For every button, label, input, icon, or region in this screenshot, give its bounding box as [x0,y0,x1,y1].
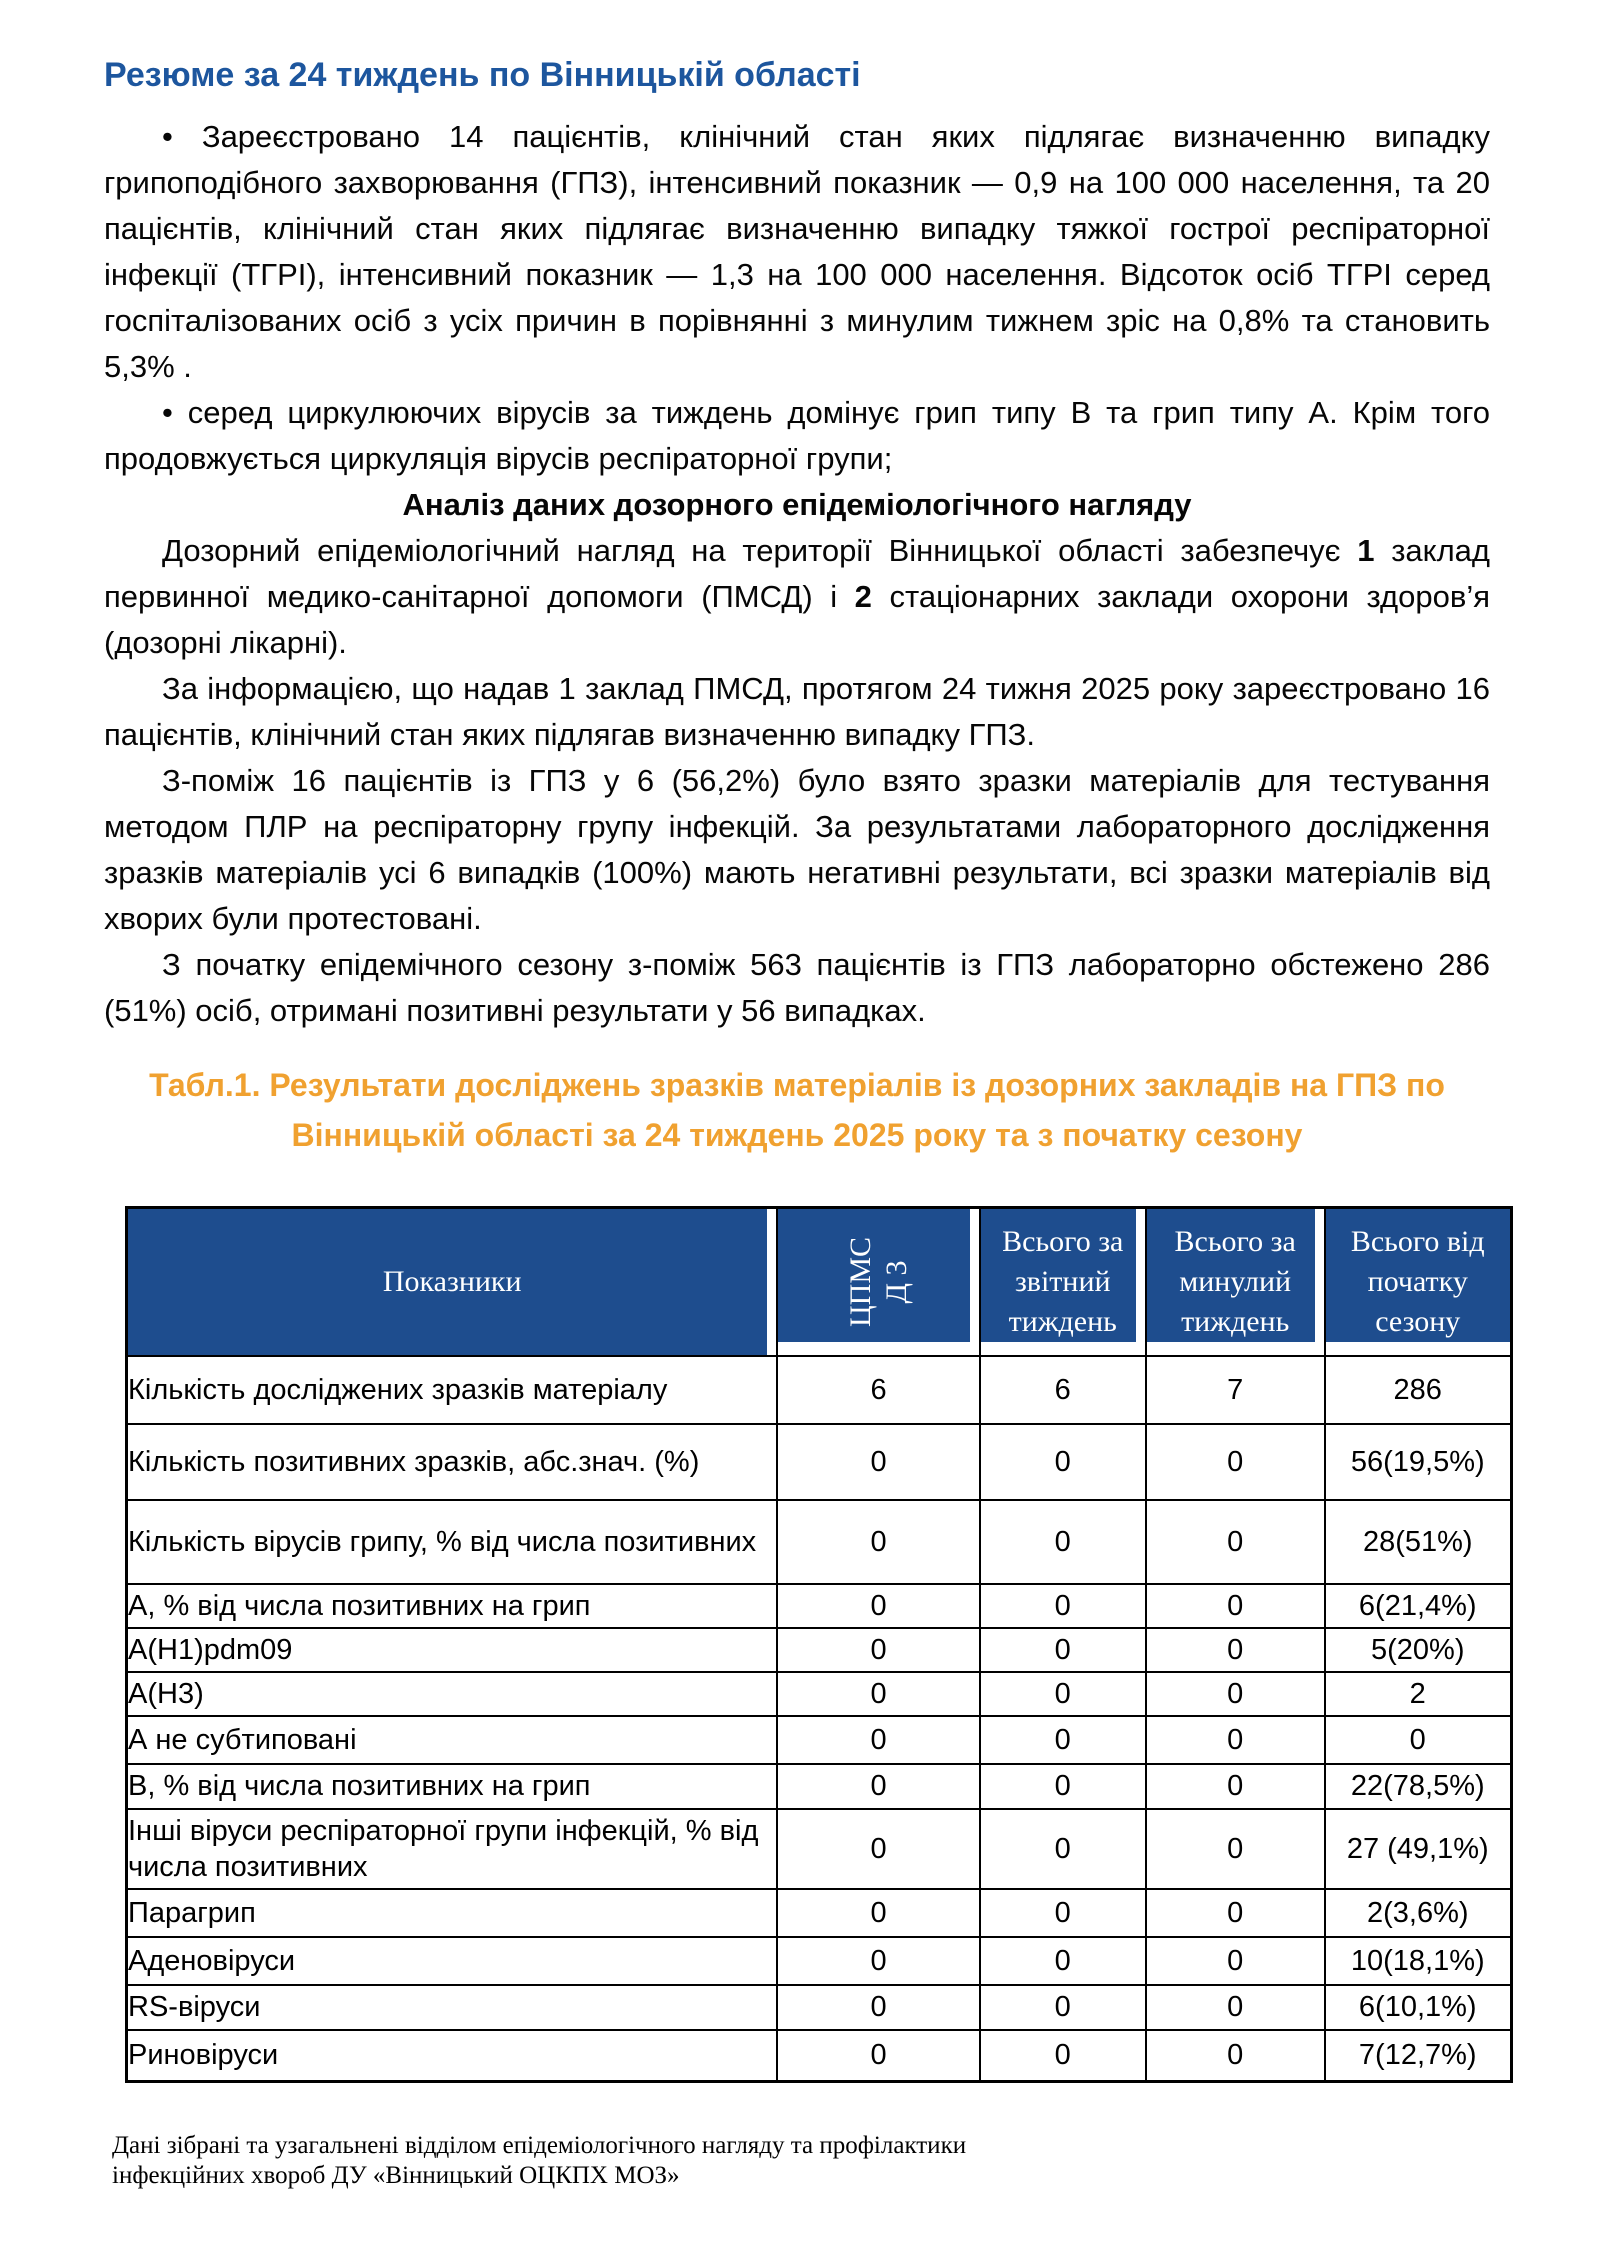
table-row [127,1809,1512,1889]
cell-value: 6(21,4%) [1325,1584,1512,1628]
cell-value: 0 [980,1628,1146,1672]
table-row [127,1356,1512,1424]
table-row [127,1764,1512,1809]
cell-value: 10(18,1%) [1325,1937,1512,1985]
cell-value: 0 [777,1937,979,1985]
header-previous-week: Всього за минулий тиждень [1146,1208,1325,1356]
facilities-count-pmsd: 1 [1357,533,1375,568]
cell-value: 22(78,5%) [1325,1764,1512,1809]
row-label: Парагрип [127,1889,778,1937]
cell-value: 0 [1146,1764,1325,1809]
header-reporting-week: Всього за звітний тиждень [980,1208,1146,1356]
table-row [127,1628,1512,1672]
table-row [127,1424,1512,1500]
header-indicators: Показники [127,1208,778,1356]
table-row [127,1672,1512,1716]
cell-value: 0 [777,1424,979,1500]
cell-value: 0 [1325,1716,1512,1764]
cell-value: 0 [1146,1985,1325,2030]
cell-value: 28(51%) [1325,1500,1512,1584]
cell-value: 0 [980,1584,1146,1628]
cell-value: 0 [980,1672,1146,1716]
cell-value: 0 [777,1584,979,1628]
cell-value: 0 [1146,1672,1325,1716]
bullet-icon: • [162,395,173,430]
table-row [127,1716,1512,1764]
row-label: Кількість досліджених зразків матеріалу [127,1356,778,1424]
cell-value: 0 [1146,1937,1325,1985]
paragraph-text: серед циркулюючих вірусів за тиждень домінує грип типу В та грип типу А. Крім того продовжується циркуляція вірусів респіраторної групи; [104,395,1490,476]
row-label: RS-віруси [127,1985,778,2030]
bullet-icon: • [162,119,173,154]
footnote-line2: інфекційних хвороб ДУ «Вінницький ОЦКПХ МОЗ» [112,2162,680,2189]
row-label: А, % від числа позитивних на грип [127,1584,778,1628]
results-table-container [125,1206,1513,2083]
cell-value: 2(3,6%) [1325,1889,1512,1937]
results-table [125,1206,1513,2083]
footnote-line1: Дані зібрані та узагальнені відділом епідеміологічного нагляду та профілактики [112,2132,967,2159]
cell-value: 0 [980,2030,1146,2082]
table-caption-line1: Табл.1. Результати досліджень зразків матеріалів із дозорних закладів на ГПЗ по [149,1067,1445,1103]
table-row [127,1584,1512,1628]
paragraph-season-totals: З початку епідемічного сезону з-поміж 563 пацієнтів із ГПЗ лабораторно обстежено 286 (51%) осіб, отримані позитивні результати у 56 випадках. [104,947,1490,1028]
cell-value: 6 [777,1356,979,1424]
row-label: Інші віруси респіраторної групи інфекцій, % від числа позитивних [127,1809,778,1889]
cell-value: 0 [777,1628,979,1672]
cell-value: 7(12,7%) [1325,2030,1512,2082]
paragraph-text: заклад первинної медико-санітарної допомоги (ПМСД) і [104,533,1490,614]
cell-value: 0 [980,1764,1146,1809]
cell-value: 0 [777,1500,979,1584]
cell-value: 7 [1146,1356,1325,1424]
cell-value: 0 [1146,1809,1325,1889]
cell-value: 0 [777,1672,979,1716]
row-label: Кількість позитивних зразків, абс.знач. (%) [127,1424,778,1500]
header-cpmsd-rotated [777,1208,979,1356]
paragraph-sentinel-facilities [104,528,1490,666]
paragraph-summary-ili [104,114,1490,390]
row-label: Риновіруси [127,2030,778,2082]
header-season-total: Всього від початку сезону [1325,1208,1512,1356]
cell-value: 0 [1146,1628,1325,1672]
cell-value: 0 [980,1809,1146,1889]
cell-value: 6(10,1%) [1325,1985,1512,2030]
cell-value: 0 [1146,1889,1325,1937]
table-row [127,1500,1512,1584]
cell-value: 0 [980,1889,1146,1937]
table-row [127,1937,1512,1985]
cell-value: 0 [980,1937,1146,1985]
cell-value: 0 [1146,1584,1325,1628]
cell-value: 0 [980,1716,1146,1764]
paragraph-circulating-viruses [104,390,1490,482]
cell-value: 0 [777,2030,979,2082]
table-header-row [127,1208,1512,1356]
cell-value: 0 [777,1889,979,1937]
cell-value: 6 [980,1356,1146,1424]
row-label: А не субтиповані [127,1716,778,1764]
paragraph-pmsd-report: За інформацією, що надав 1 заклад ПМСД, протягом 24 тижня 2025 року зареєстровано 16 пацієнтів, клінічний стан яких підлягав визначенню випадку ГПЗ. [104,671,1490,752]
cell-value: 27 (49,1%) [1325,1809,1512,1889]
cell-value: 2 [1325,1672,1512,1716]
paragraph-text: Зареєстровано 14 пацієнтів, клінічний стан яких підлягає визначенню випадку грипоподібного захворювання (ГПЗ), інтенсивний показник — 0,9 на 100 000 населення, та 20 пацієнтів, клінічний стан яких підлягає визначенню випадку тяжкої гострої респіраторної інфекції (ТГРІ), інтенсивний показник — 1,3 на 100 000 населення. Відсоток осіб ТГРІ серед госпіталізованих осіб з усіх причин в порівнянні з минулим тижнем зріс на 0,8% та становить 5,3% . [104,119,1490,384]
table-row [127,1889,1512,1937]
cell-value: 0 [1146,1716,1325,1764]
row-label: A(H3) [127,1672,778,1716]
facilities-count-hospitals: 2 [854,579,872,614]
cell-value: 0 [1146,2030,1325,2082]
table-row [127,2030,1512,2082]
cell-value: 0 [1146,1500,1325,1584]
cell-value: 0 [980,1500,1146,1584]
row-label: В, % від числа позитивних на грип [127,1764,778,1809]
cell-value: 286 [1325,1356,1512,1424]
cell-value: 0 [1146,1424,1325,1500]
cell-value: 0 [777,1716,979,1764]
cell-value: 0 [777,1809,979,1889]
cell-value: 5(20%) [1325,1628,1512,1672]
row-label: A(H1)pdm09 [127,1628,778,1672]
cell-value: 0 [980,1424,1146,1500]
paragraph-text: стаціонарних заклади охорони здоров’я (дозорні лікарні). [104,579,1490,660]
cell-value: 0 [777,1764,979,1809]
header-cpmsd-text: ЦПМС Д 3 [843,1236,913,1327]
table-caption [104,1060,1490,1160]
row-label: Кількість вірусів грипу, % від числа позитивних [127,1500,778,1584]
table-caption-line2: Вінницькій області за 24 тиждень 2025 року та з початку сезону [291,1117,1303,1153]
cell-value: 0 [777,1985,979,2030]
row-label: Аденовіруси [127,1937,778,1985]
cell-value: 56(19,5%) [1325,1424,1512,1500]
paragraph-pcr-testing: З-поміж 16 пацієнтів із ГПЗ у 6 (56,2%) було взято зразки матеріалів для тестування методом ПЛР на респіраторну групу інфекцій. За результатами лабораторного дослідження зразків матеріалів усі 6 випадків (100%) мають негативні результати, всі зразки матеріалів від хворих були протестовані. [104,763,1490,936]
data-source-footnote [112,2131,1490,2191]
rotated-text-wrapper [778,1236,978,1327]
section-subheading: Аналіз даних дозорного епідеміологічного нагляду [402,487,1192,522]
cell-value: 0 [980,1985,1146,2030]
table-row [127,1985,1512,2030]
page-title: Резюме за 24 тиждень по Вінницькій області [104,56,861,94]
paragraph-text: Дозорний епідеміологічний нагляд на території Вінницької області забезпечує [162,533,1358,568]
